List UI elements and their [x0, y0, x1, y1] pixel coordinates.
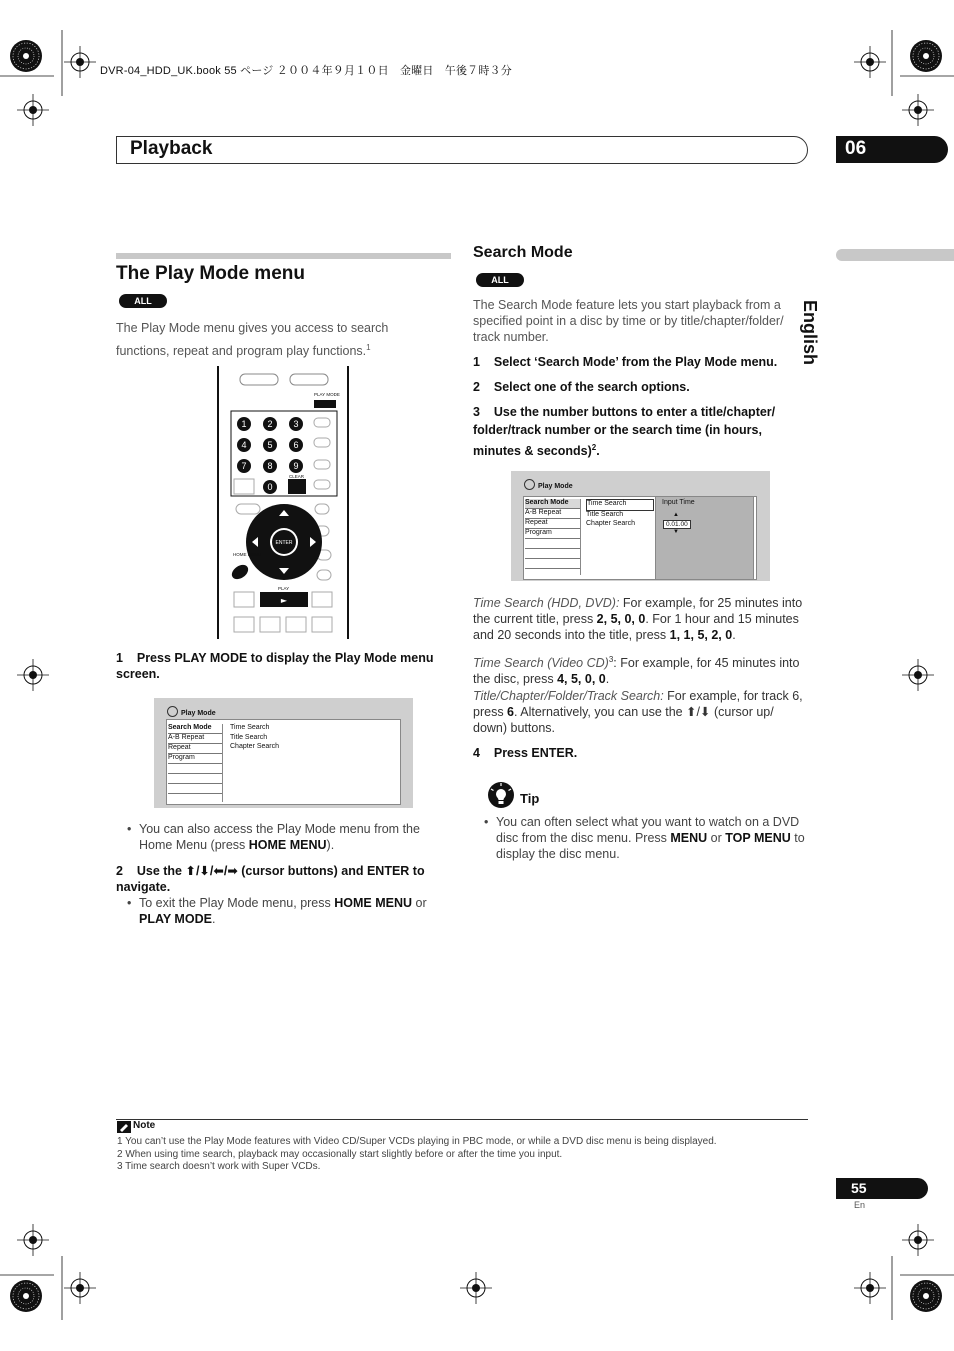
- option-item: Time Search: [586, 499, 654, 511]
- tip-label: Tip: [520, 791, 540, 806]
- menu-list: [168, 724, 223, 802]
- step-4-right: 4 Press ENTER.: [473, 746, 578, 760]
- play-key-label: PLAY: [278, 586, 290, 591]
- all-badge: ALL: [476, 273, 524, 287]
- key-4: 4: [241, 440, 247, 450]
- menu-item: Program: [525, 529, 580, 539]
- section-title-play-mode: The Play Mode menu: [116, 263, 305, 284]
- search-intro: The Search Mode feature lets you start playback from a specified point in a disc by time or by title/chapter/folder/ track number.: [473, 298, 784, 344]
- up-arrow-icon: ▲: [673, 512, 679, 518]
- key-5: 5: [267, 440, 273, 450]
- key-0: 0: [267, 482, 273, 492]
- time-search-hdd-dvd: Time Search (HDD, DVD): For example, for 25 minutes into the current title, press 2, 5, 0, 0. For 1 hour and 15 minutes and 20 seconds into the title, press 1, 1, 5, 2, 0.: [473, 596, 803, 642]
- note-icon: [117, 1121, 131, 1133]
- menu-item: Repeat: [525, 519, 580, 529]
- down-arrow-icon: ▼: [673, 529, 679, 535]
- option-item: Chapter Search: [586, 520, 636, 527]
- language-bar: [836, 249, 954, 261]
- step-1-left: 1 Press PLAY MODE to display the Play Mode menu screen.: [116, 651, 434, 681]
- input-panel: [655, 496, 754, 580]
- disc-icon: [524, 479, 535, 490]
- menu-item: A-B Repeat: [168, 734, 222, 744]
- option-item: Title Search: [586, 510, 624, 518]
- page-language: En: [854, 1200, 866, 1210]
- menu-item: Repeat: [168, 744, 222, 754]
- key-8: 8: [267, 461, 273, 471]
- page-number: 55: [851, 1180, 867, 1196]
- header-title: Playback: [130, 138, 213, 159]
- note-item: 3 Time search doesn’t work with Super VCDs.: [117, 1161, 321, 1172]
- input-time-label: Input Time: [662, 499, 695, 506]
- option-item: Title Search: [230, 733, 268, 741]
- menu-list: [525, 499, 581, 575]
- remote-illustration: [216, 366, 350, 639]
- language-label: English: [800, 300, 820, 366]
- tip-text: • You can often select what you want to watch on a DVD disc from the disc menu. Press MENU or TOP MENU to display the disc menu.: [496, 814, 808, 862]
- note-rule: [116, 1119, 808, 1120]
- option-item: Time Search: [230, 724, 270, 731]
- clear-key-label: CLEAR: [289, 474, 305, 479]
- section-rule: [116, 253, 451, 259]
- menu-item: Program: [168, 754, 222, 764]
- search-mode-screen: [511, 471, 770, 581]
- play-key-symbol: ►: [280, 596, 288, 605]
- time-search-vcd: Time Search (Video CD)$^3$: For example, for 45 minutes into the disc, press 4, 5, 0, 0.: [473, 655, 800, 687]
- bullet-home-menu: • You can also access the Play Mode menu from the Home Menu (press HOME MENU).: [139, 821, 449, 853]
- disc-icon: [167, 706, 178, 717]
- note-item: 2 When using time search, playback may occasionally start slightly before or after the time you input.: [117, 1148, 563, 1160]
- play-mode-screen: [154, 698, 413, 808]
- screen-title: Play Mode: [524, 479, 573, 490]
- key-6: 6: [293, 440, 299, 450]
- header-bar: [116, 136, 808, 164]
- chapter-number: 06: [845, 138, 867, 159]
- section-title-search-mode: Search Mode: [473, 244, 573, 261]
- step-2-left: 2 Use the ⬆/⬇/⬅/➡ (cursor buttons) and ENTER to navigate.: [116, 864, 425, 894]
- step-1-right: 1 Select ‘Search Mode’ from the Play Mode menu.: [473, 355, 778, 369]
- play-mode-key-label: PLAY MODE: [314, 392, 340, 397]
- footnote-ref: 1: [366, 343, 371, 352]
- key-9: 9: [293, 461, 299, 471]
- menu-item: Search Mode: [168, 724, 222, 734]
- note-list: [117, 1136, 817, 1174]
- input-time-value: 0.01.00: [663, 520, 691, 529]
- title-chapter-search: Title/Chapter/Folder/Track Search: For example, for track 6, press 6. Alternatively, you can use the ⬆/⬇ (cursor up/ down) buttons.: [473, 689, 803, 735]
- step-2-right: 2 Select one of the search options.: [473, 380, 690, 394]
- note-label: Note: [133, 1120, 156, 1131]
- step-3-right: 3 Use the number buttons to enter a title/chapter/ folder/track number or the search time (in hours, minutes & seconds)$^2$.: [473, 405, 776, 459]
- enter-key-label: ENTER: [275, 540, 293, 546]
- intro-paragraph: The Play Mode menu gives you access to search functions, repeat and program play functions.$^1$: [116, 321, 389, 359]
- key-1: 1: [241, 419, 247, 429]
- file-info: DVR-04_HDD_UK.book 55 ページ ２００４年９月１０日 金曜日 午後７時３分: [100, 65, 512, 77]
- key-2: 2: [267, 419, 273, 429]
- menu-item: A-B Repeat: [525, 509, 580, 519]
- screen-title: Play Mode: [167, 706, 216, 717]
- bullet-exit: • To exit the Play Mode menu, press HOME MENU or PLAY MODE.: [139, 895, 451, 927]
- option-list: [586, 499, 654, 530]
- lightbulb-icon: [487, 781, 515, 809]
- all-badge: ALL: [119, 294, 167, 308]
- key-7: 7: [241, 461, 247, 471]
- page-tab: [836, 1178, 928, 1199]
- key-3: 3: [293, 419, 299, 429]
- option-item: Chapter Search: [230, 743, 280, 750]
- note-item: 1 You can’t use the Play Mode features with Video CD/Super VCDs playing in PBC mode, or while a DVD disc menu is being displayed.: [117, 1136, 717, 1147]
- option-list: [230, 724, 279, 753]
- menu-item: Search Mode: [525, 499, 580, 509]
- play-mode-key: [314, 400, 336, 408]
- home-menu-key-label: HOME MENU: [233, 552, 261, 557]
